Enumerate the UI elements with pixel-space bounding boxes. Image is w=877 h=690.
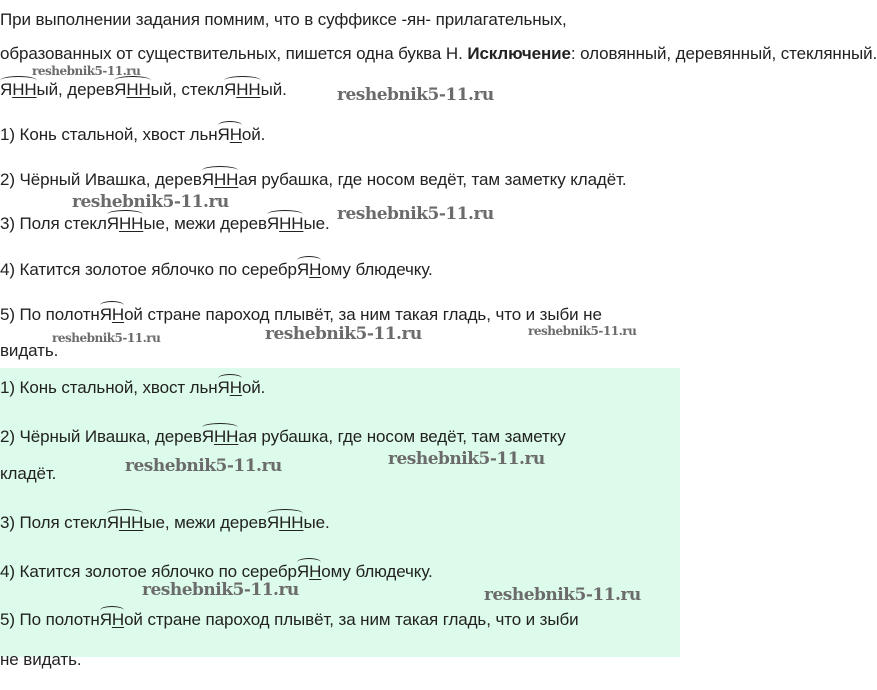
text: 5) По полотн [0, 610, 100, 629]
underlined-letters: НН [236, 80, 261, 99]
text: кладёт. [0, 464, 57, 483]
suffix-letter: Я [99, 610, 112, 629]
text: ый. [260, 80, 287, 99]
watermark: reshebnik5-11.ru [337, 85, 494, 105]
watermark: reshebnik5-11.ru [72, 192, 229, 212]
suffix-mark [267, 512, 304, 534]
text: не видать. [0, 650, 82, 669]
text: 2) Чёрный Ивашка, дерев [0, 170, 202, 189]
text: ые. [303, 214, 330, 233]
underlined-letters: Н [229, 378, 242, 397]
suffix-mark [0, 79, 37, 101]
task-line [0, 304, 680, 326]
underlined-letters: НН [279, 513, 304, 532]
underlined-letters: НН [118, 513, 144, 532]
text: 5) По полотн [0, 305, 100, 324]
suffix-mark [218, 377, 242, 399]
watermark: reshebnik5-11.ru [388, 449, 545, 469]
suffix-mark [107, 213, 144, 235]
suffix-letter: Я [0, 80, 13, 99]
answer-line [0, 561, 680, 583]
underlined-letters: НН [213, 427, 239, 446]
text: ой стране пароход плывёт, за ним такая гладь, что и зыби [124, 610, 579, 629]
suffix-letter: Я [296, 260, 310, 279]
text: 2) Чёрный Ивашка, дерев [0, 427, 202, 446]
answer-line [0, 649, 680, 671]
suffix-letter: Я [217, 378, 230, 397]
text: ой. [241, 378, 266, 397]
text: 1) Конь стальной, хвост льн [0, 125, 218, 144]
answer-line [0, 426, 680, 448]
answer-line [0, 609, 680, 631]
task-line [0, 124, 680, 146]
underlined-letters: Н [309, 562, 322, 581]
underlined-letters: Н [111, 305, 125, 324]
text: ый, дерев [36, 80, 115, 99]
task-line [0, 43, 877, 65]
suffix-letter: Я [224, 80, 237, 99]
text: ой стране пароход плывёт, за ним такая гладь, что и зыби не [124, 305, 602, 324]
text: видать. [0, 341, 59, 360]
text: ый, стекл [150, 80, 225, 99]
watermark: reshebnik5-11.ru [52, 331, 161, 345]
suffix-letter: Я [266, 214, 280, 233]
watermark: reshebnik5-11.ru [265, 324, 422, 344]
suffix-letter: Я [99, 305, 112, 324]
suffix-letter: Я [114, 80, 127, 99]
text: 4) Катится золотое яблочко по серебр [0, 260, 297, 279]
suffix-mark [100, 609, 124, 631]
text: : оловянный, деревянный, стеклянный. [570, 44, 877, 63]
answer-line [0, 512, 680, 534]
underlined-letters: Н [309, 260, 322, 279]
text: 3) Поля стекл [0, 214, 107, 233]
text: ые. [303, 513, 330, 532]
suffix-mark [202, 426, 239, 448]
underlined-letters: НН [126, 80, 151, 99]
watermark: reshebnik5-11.ru [337, 204, 494, 224]
underlined-letters: НН [118, 214, 144, 233]
suffix-mark [114, 79, 151, 101]
suffix-mark [267, 213, 304, 235]
suffix-letter: Я [266, 513, 280, 532]
text: При выполнении задания помним, что в суффиксе -ян- прилагательных, [0, 10, 567, 29]
text: ому блюдечку. [321, 260, 433, 279]
text: образованных от существительных, пишется одна буква Н. [0, 44, 468, 63]
underlined-letters: НН [213, 170, 239, 189]
underlined-letters: Н [229, 125, 242, 144]
text: ой. [241, 125, 266, 144]
watermark: reshebnik5-11.ru [142, 580, 299, 600]
underlined-letters: Н [111, 610, 125, 629]
task-line [0, 9, 680, 31]
suffix-mark [297, 259, 321, 281]
task-line [0, 259, 680, 281]
text: ая рубашка, где носом ведёт, там заметку [238, 427, 566, 446]
underlined-letters: НН [279, 214, 304, 233]
suffix-letter: Я [106, 214, 119, 233]
text: ая рубашка, где носом ведёт, там заметку кладёт. [238, 170, 627, 189]
suffix-letter: Я [106, 513, 119, 532]
suffix-letter: Я [201, 427, 214, 446]
text: 4) Катится золотое яблочко по серебр [0, 562, 297, 581]
text: 3) Поля стекл [0, 513, 107, 532]
text: ые, межи дерев [143, 214, 267, 233]
suffix-mark [297, 561, 321, 583]
text: ые, межи дерев [143, 513, 267, 532]
answer-line [0, 463, 680, 485]
watermark: reshebnik5-11.ru [32, 64, 141, 78]
emphasis: Исключение [467, 44, 571, 63]
suffix-mark [224, 79, 261, 101]
suffix-letter: Я [201, 170, 214, 189]
text: 1) Конь стальной, хвост льн [0, 378, 218, 397]
underlined-letters: НН [12, 80, 37, 99]
suffix-letter: Я [217, 125, 230, 144]
suffix-letter: Я [296, 562, 310, 581]
watermark: reshebnik5-11.ru [125, 456, 282, 476]
suffix-mark [218, 124, 242, 146]
watermark: reshebnik5-11.ru [528, 324, 637, 338]
suffix-mark [107, 512, 144, 534]
suffix-mark [202, 169, 239, 191]
task-line [0, 169, 680, 191]
text: ому блюдечку. [321, 562, 433, 581]
watermark: reshebnik5-11.ru [484, 585, 641, 605]
answer-line [0, 377, 680, 399]
suffix-mark [100, 304, 124, 326]
